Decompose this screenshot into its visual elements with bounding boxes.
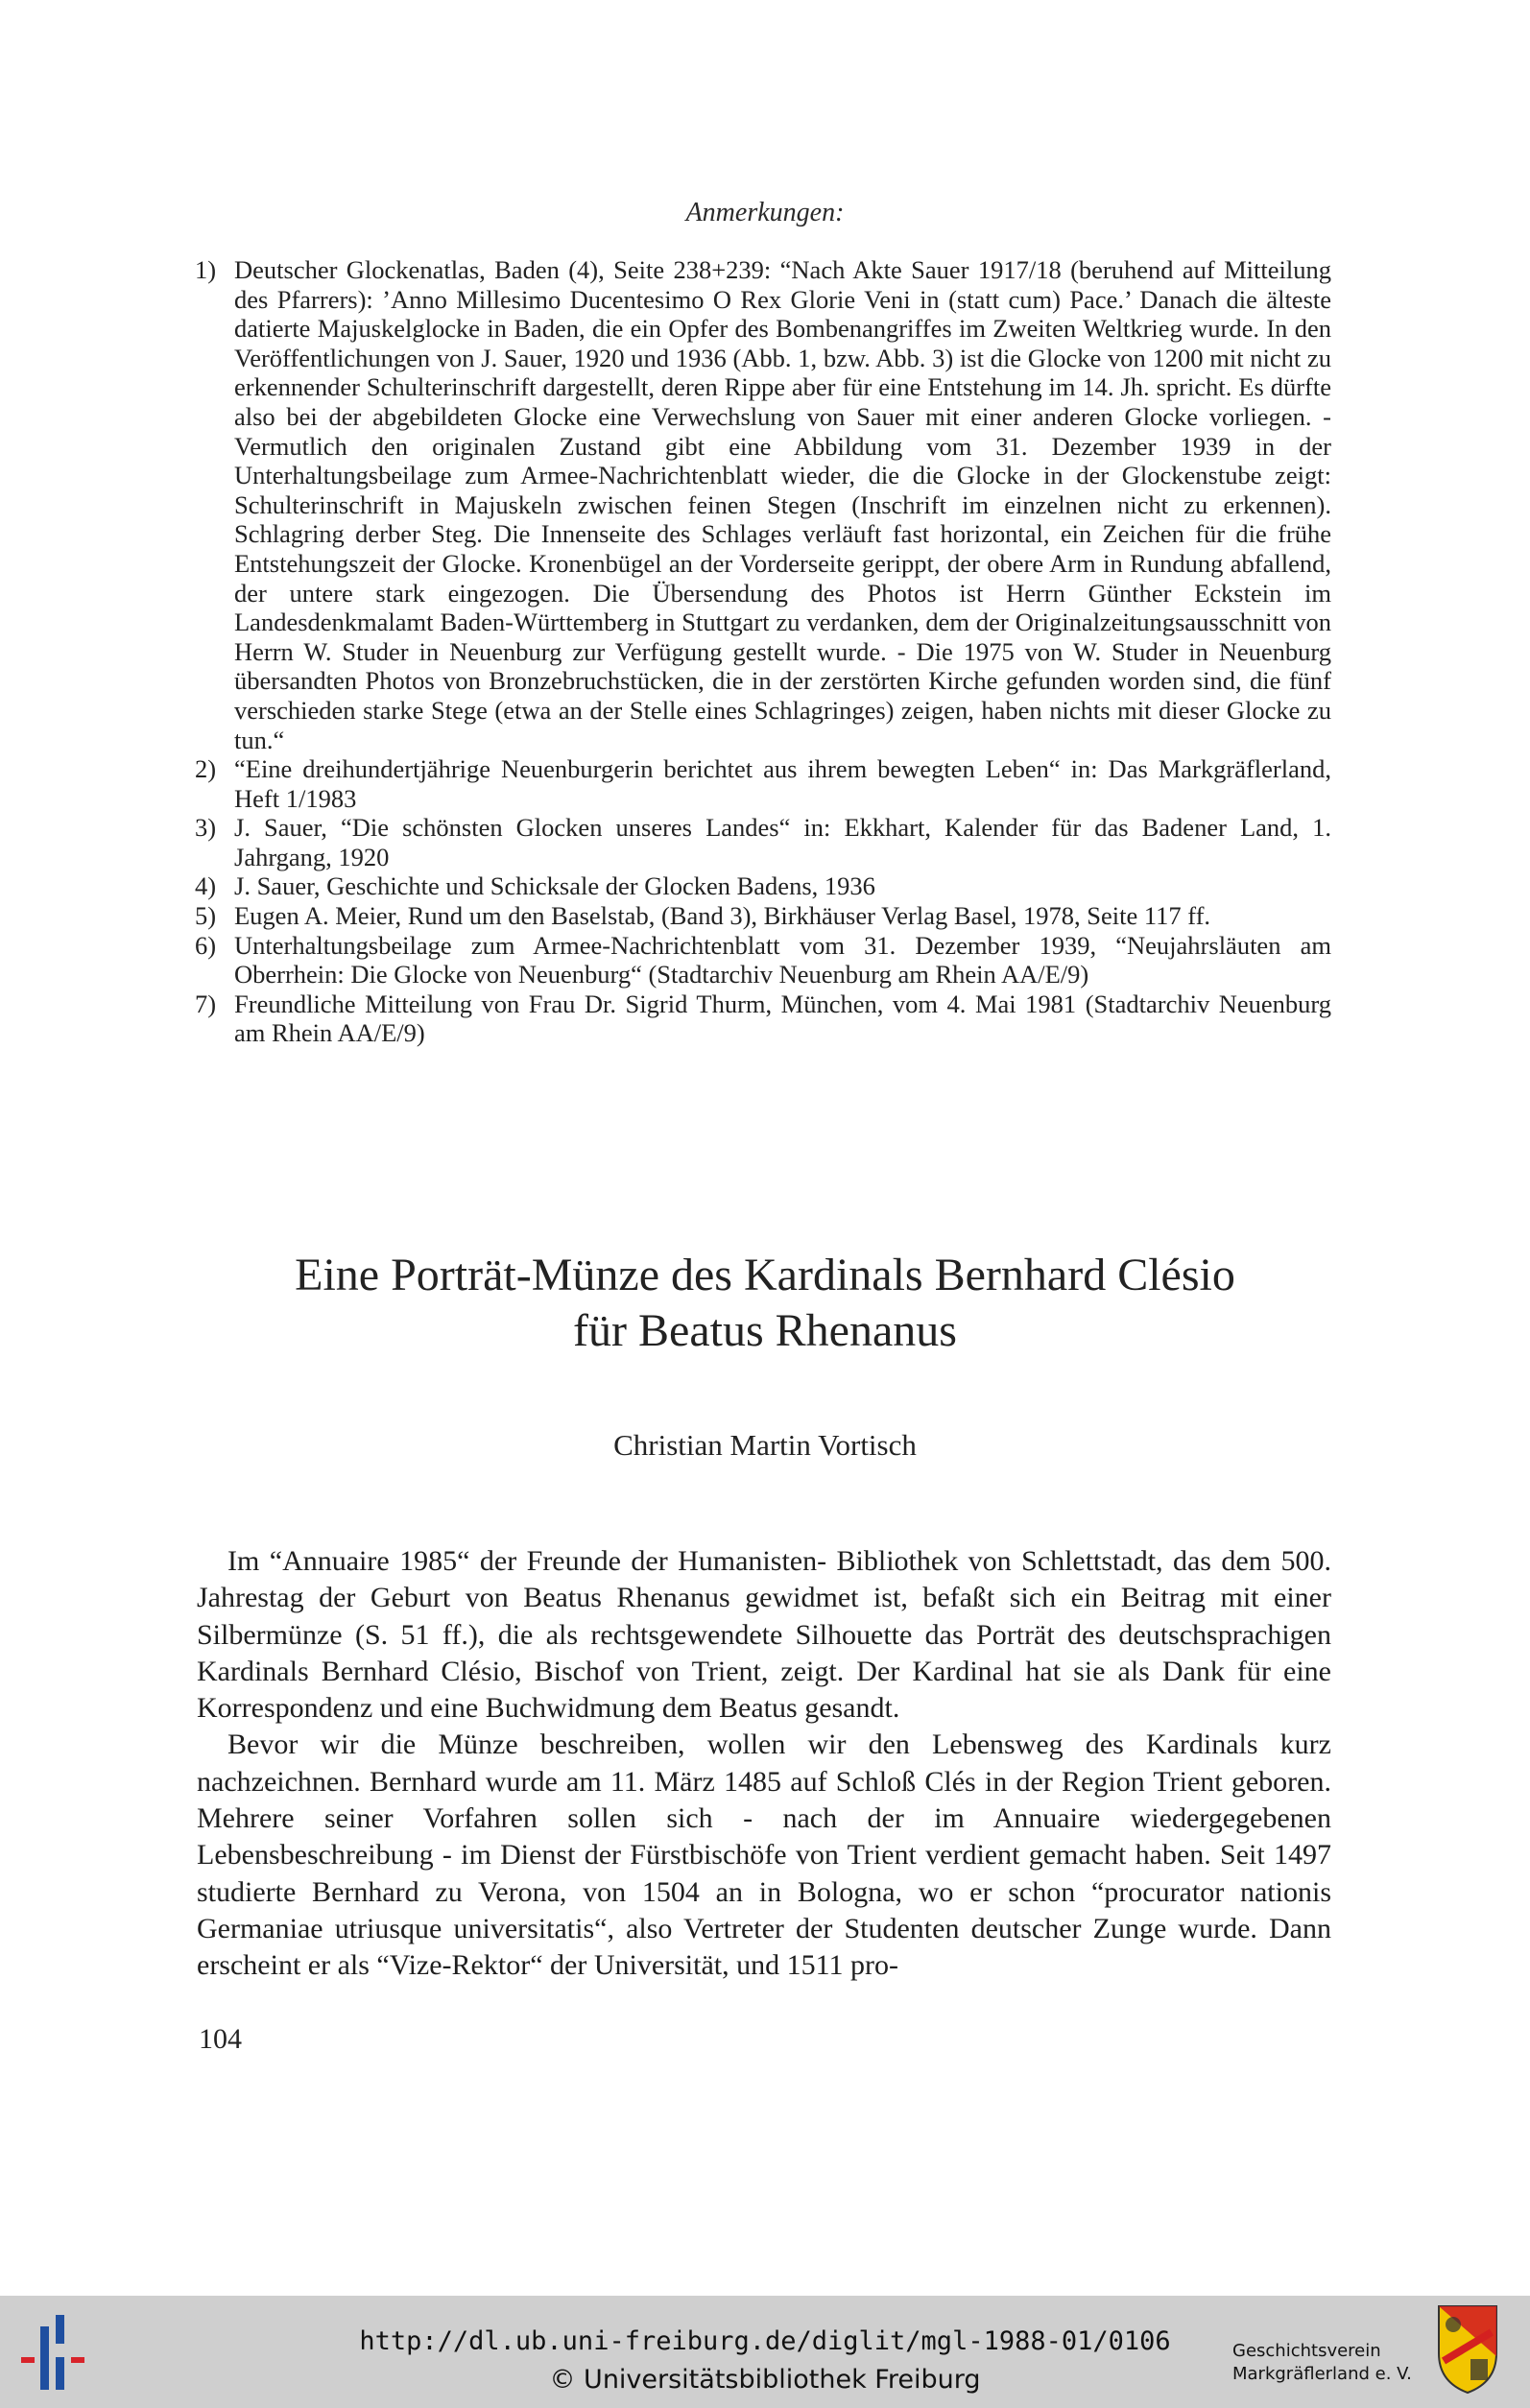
footnote-text: “Eine dreihundertjährige Neuenburgerin berichtet aus ihrem bewegten Leben“ in: Das Markgräflerland, Heft 1/1983	[234, 754, 1331, 813]
footnote-item	[189, 871, 1331, 901]
page-number: 104	[199, 2023, 242, 2055]
body-paragraph: Im “Annuaire 1985“ der Freunde der Humanisten- Bibliothek von Schlettstadt, das dem 500. Jahrestag der Geburt von Beatus Rhenanus gewidmet ist, befaßt sich ein Beitrag mit einer Silbermünze (S. 51 ff.), die als rechtsgewendete Silhouette das Porträt des deutschsprachigen Kardinals Bernhard Clésio, Bischof von Trient, zeigt. Der Kardinal hat sie als Dank für eine Korrespondenz und eine Buchwidmung dem Beatus gesandt.	[197, 1545, 1331, 1725]
society-name[interactable]	[1232, 2340, 1412, 2386]
footnote-item	[189, 813, 1331, 871]
viewer-footer	[0, 2296, 1530, 2408]
footnote-text: Deutscher Glockenatlas, Baden (4), Seite 238+239: “Nach Akte Sauer 1917/18 (beruhend auf Mitteilung des Pfarrers): ’Anno Millesimo Ducentesimo O Rex Glorie Veni in (statt cum) Pace.’ Danach die älteste datierte Majuskelglocke in Baden, die ein Opfer des Bombenangriffes im Zweiten Weltkrieg wurde. In den Veröffentlichungen von J. Sauer, 1920 und 1936 (Abb. 1, bzw. Abb. 3) ist die Glocke von 1200 mit nicht zu erkennender Schulterinschrift dargestellt, deren Rippe aber für eine Entstehung im 14. Jh. spricht. Es dürfte also bei der abgebildeten Glocke eine Verwechslung von Sauer mit einer anderen Glocke vorliegen. - Vermutlich den originalen Zustand gibt eine Abbildung vom 31. Dezember 1939 in der Unterhaltungsbeilage zum Armee-Nachrichtenblatt wieder, die die Glocke in der Glockenstube zeigt: Schulterinschrift in Majuskeln zwischen feinen Stegen (Inschrift im einzelnen nicht zu erkennen). Schlagring derber Steg. Die Innenseite des Schlages verläuft fast horizontal, ein Zeichen für die frühe Entstehungszeit der Glocke. Kronenbügel an der Vorderseite gerippt, der obere Arm in Rundung abfallend, der untere stark eingezogen. Die Übersendung des Photos ist Herrn Günther Eckstein im Landesdenkmalamt Baden-Württemberg in Stuttgart zu verdanken, dem der Originalzeitungsausschnitt von Herrn W. Studer in Neuenburg zur Verfügung gestellt wurde. - Die 1975 von W. Studer in Neuenburg übersandten Photos von Bronzebruchstücken, die in der zerstörten Kirche gefunden worden sind, die fünf verschieden starke Stege (etwa an der Stelle eines Schlagringes) zeigen, haben nichts mit dieser Glocke zu tun.“	[234, 255, 1331, 754]
footnote-text: J. Sauer, “Die schönsten Glocken unseres Landes“ in: Ekkhart, Kalender für das Badener Land, 1. Jahrgang, 1920	[234, 813, 1331, 871]
footnote-text: Freundliche Mitteilung von Frau Dr. Sigrid Thurm, München, vom 4. Mai 1981 (Stadtarchiv Neuenburg am Rhein AA/E/9)	[234, 989, 1331, 1048]
notes-heading: Anmerkungen:	[685, 198, 845, 227]
article-title	[0, 1248, 1530, 1359]
footnote-item	[189, 931, 1331, 989]
permalink-url[interactable]: http://dl.ub.uni-freiburg.de/diglit/mgl-1988-01/0106	[359, 2326, 1171, 2356]
footnote-number: 5)	[195, 901, 217, 931]
article-author: Christian Martin Vortisch	[613, 1428, 917, 1462]
footnote-item	[189, 255, 1331, 754]
society-name-line-1: Geschichtsverein	[1232, 2341, 1381, 2361]
footnote-number: 4)	[195, 871, 217, 901]
footnote-number: 6)	[195, 930, 217, 960]
footnote-number: 7)	[195, 989, 217, 1018]
coat-of-arms-icon[interactable]	[1436, 2303, 1499, 2396]
footnote-text: Eugen A. Meier, Rund um den Baselstab, (Band 3), Birkhäuser Verlag Basel, 1978, Seite 117 ff.	[234, 901, 1211, 931]
society-name-line-2: Markgräflerland e. V.	[1232, 2364, 1412, 2384]
footnotes-list	[189, 255, 1331, 1048]
footnote-item	[189, 754, 1331, 813]
footnote-text: J. Sauer, Geschichte und Schicksale der Glocken Badens, 1936	[234, 871, 875, 901]
footnote-text: Unterhaltungsbeilage zum Armee-Nachrichtenblatt vom 31. Dezember 1939, “Neujahrsläuten am Oberrhein: Die Glocke von Neuenburg“ (Stadtarchiv Neuenburg am Rhein AA/E/9)	[234, 930, 1331, 989]
footnote-number: 1)	[195, 255, 217, 284]
article-body	[197, 1543, 1331, 1985]
article-title-line-2: für Beatus Rhenanus	[573, 1305, 957, 1356]
footnote-item	[189, 901, 1331, 931]
article-title-line-1: Eine Porträt-Münze des Kardinals Bernhard Clésio	[295, 1250, 1235, 1300]
footnote-number: 3)	[195, 813, 217, 843]
footnote-number: 2)	[195, 754, 217, 784]
body-paragraph: Bevor wir die Münze beschreiben, wollen wir den Lebensweg des Kardinals kurz nachzeichnen. Bernhard wurde am 11. März 1485 auf Schloß Clés in der Region Trient geboren. Mehrere seiner Vorfahren sollen sich - nach der im Annuaire wiedergegebenen Lebensbeschreibung - im Dienst der Fürstbischöfe von Trient verdient gemacht haben. Seit 1497 studierte Bernhard zu Verona, von 1504 an in Bologna, wo er schon “procurator nationis Germaniae utriusque universitatis“, also Vertreter der Studenten deutscher Zunge wurde. Dann erscheint er als “Vize-Rektor“ der Universität, und 1511 pro-	[197, 1729, 1331, 1982]
copyright-notice: © Universitätsbibliothek Freiburg	[549, 2365, 981, 2395]
footnote-item	[189, 989, 1331, 1048]
